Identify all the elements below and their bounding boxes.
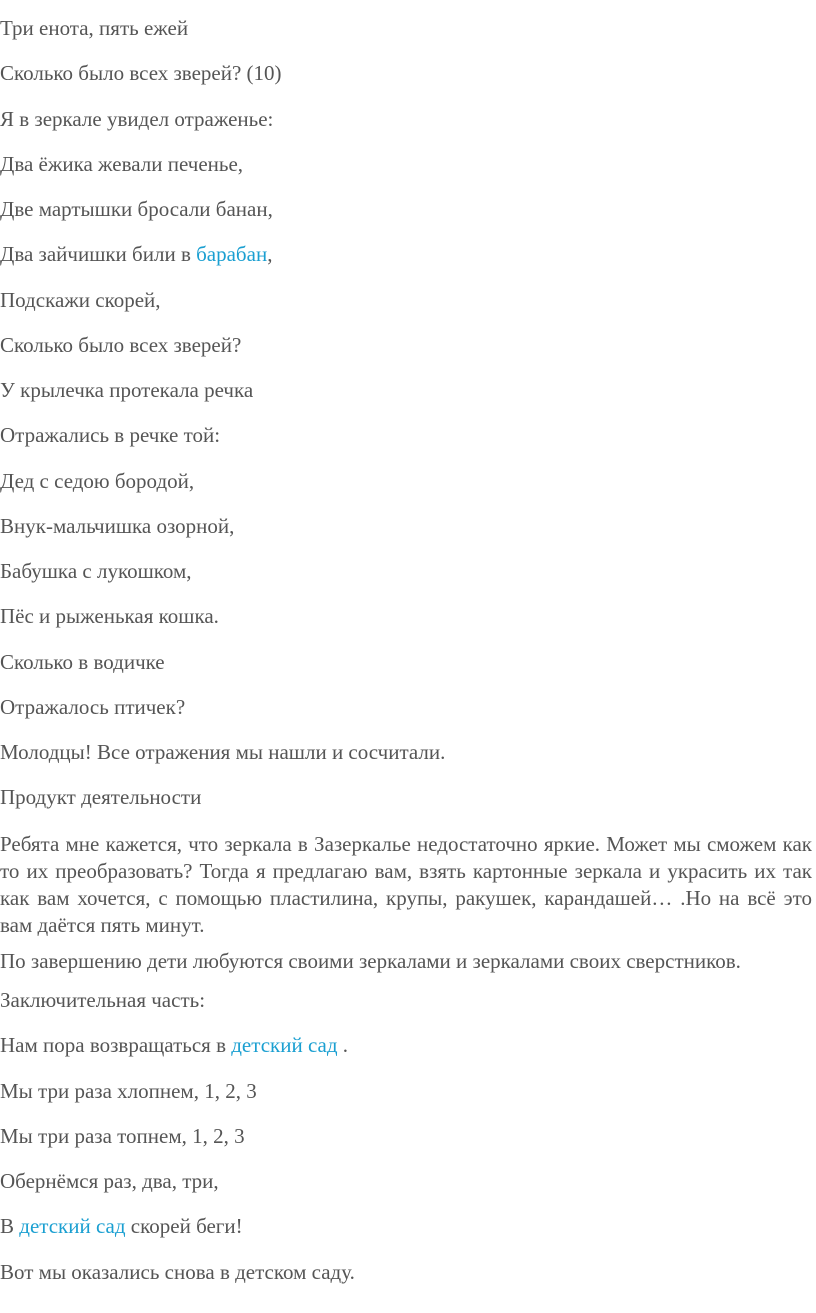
poem3-line7: Сколько в водичке [0, 649, 165, 674]
final-line4: Обернёмся раз, два, три, [0, 1169, 219, 1194]
poem3-line3: Дед с седою бородой, [0, 468, 195, 493]
poem2-line5: Подскажи скорей, [0, 287, 161, 312]
final-line6: Вот мы оказались снова в детском саду. [0, 1259, 355, 1284]
detsky-sad-link-1[interactable]: детский сад [231, 1033, 338, 1058]
poem2-line1: Я в зеркале увидел отраженье: [0, 106, 274, 131]
praise-line: Молодцы! Все отражения мы нашли и сосчитали. [0, 740, 446, 765]
final-line5-start: В [0, 1214, 20, 1239]
poem3-line4: Внук-мальчишка озорной, [0, 513, 235, 538]
poem2-line3: Две мартышки бросали банан, [0, 197, 273, 222]
poem2-line2: Два ёжика жевали печенье, [0, 151, 244, 176]
poem2-line4-comma: , [267, 242, 273, 267]
completion-paragraph: По завершению дети любуются своими зеркалами и зеркалами своих сверстников. [0, 948, 741, 973]
final-line3: Мы три раза топнем, 1, 2, 3 [0, 1123, 245, 1148]
final-line1-text: Нам пора возвращаться в [0, 1033, 232, 1058]
poem3-line5: Бабушка с лукошком, [0, 559, 192, 584]
final-line5-end: скорей беги! [125, 1214, 243, 1239]
final-heading: Заключительная часть: [0, 988, 206, 1013]
poem2-line4-text: Два зайчишки били в [0, 242, 197, 267]
product-paragraph: Ребята мне кажется, что зеркала в Зазеркалье недостаточно яркие. Может мы сможем как то их преобразовать? Тогда я предлагаю вам, взять картонные зеркала и украсить их так как вам хочется, с помощью пластилина, крупы, ракушек, карандашей… .Но на всё это вам даётся пять минут. [0, 831, 812, 937]
product-heading: Продукт деятельности [0, 785, 202, 810]
poem3-line6: Пёс и рыженькая кошка. [0, 604, 219, 629]
poem2-line6: Сколько было всех зверей? [0, 332, 242, 357]
poem3-line2: Отражались в речке той: [0, 423, 221, 448]
poem2-line4 [0, 242, 272, 266]
poem1-line1: Три енота, пять ежей [0, 16, 189, 40]
final-line1 [0, 1033, 348, 1057]
detsky-sad-link-2[interactable]: детский сад [19, 1214, 126, 1239]
poem3-line1: У крылечка протекала речка [0, 378, 254, 403]
final-line2: Мы три раза хлопнем, 1, 2, 3 [0, 1078, 257, 1103]
final-line1-end: . [337, 1033, 349, 1058]
poem3-line8: Отражалось птичек? [0, 694, 186, 719]
baraban-link[interactable]: барабан [196, 242, 268, 267]
final-line5 [0, 1214, 243, 1238]
poem1-line2: Сколько было всех зверей? (10) [0, 61, 282, 86]
